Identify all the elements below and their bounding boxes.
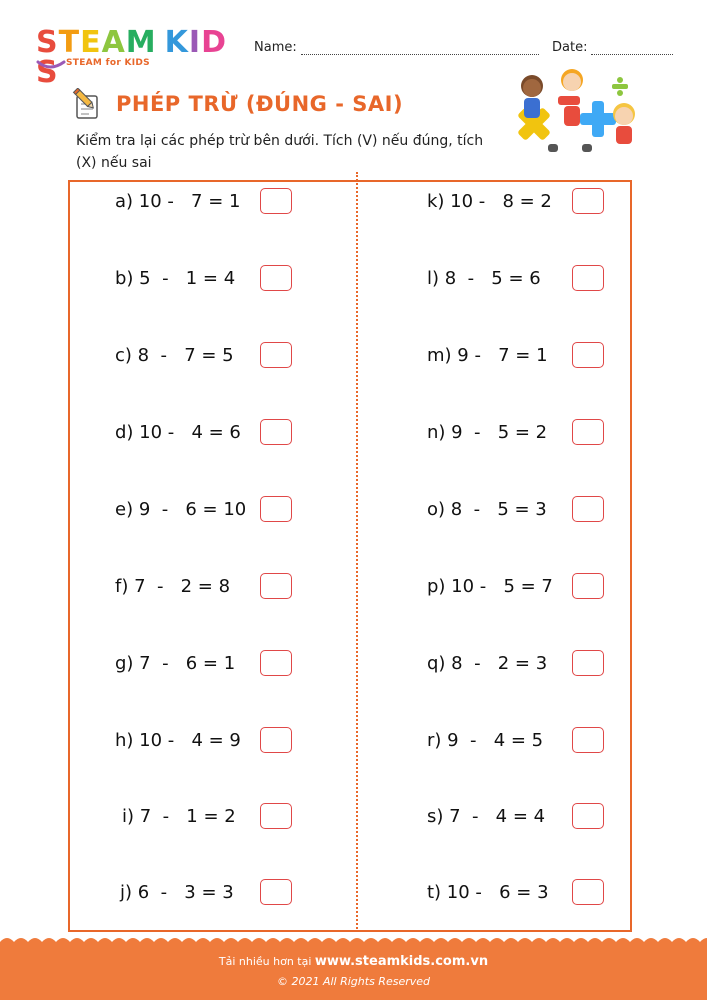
answer-box-a[interactable]	[260, 188, 292, 214]
problem-j: j) 6 - 3 = 3	[120, 882, 234, 903]
answer-box-k[interactable]	[572, 188, 604, 214]
date-field[interactable]	[552, 40, 673, 55]
answer-box-d[interactable]	[260, 419, 292, 445]
problem-t: t) 10 - 6 = 3	[427, 882, 549, 903]
answer-box-b[interactable]	[260, 265, 292, 291]
problem-r: r) 9 - 4 = 5	[427, 730, 544, 751]
answer-box-c[interactable]	[260, 342, 292, 368]
answer-box-o[interactable]	[572, 496, 604, 522]
name-label: Name:	[254, 40, 297, 55]
problem-l: l) 8 - 5 = 6	[427, 268, 541, 289]
problem-k: k) 10 - 8 = 2	[427, 191, 552, 212]
answer-box-f[interactable]	[260, 573, 292, 599]
footer-copyright: © 2021 All Rights Reserved	[276, 975, 430, 988]
worksheet-title: PHÉP TRỪ (ĐÚNG - SAI)	[116, 92, 404, 116]
answer-box-e[interactable]	[260, 496, 292, 522]
kids-math-illustration	[512, 66, 642, 156]
footer-download-text	[0, 954, 707, 969]
answer-box-j[interactable]	[260, 879, 292, 905]
instructions: Kiểm tra lại các phép trừ bên dưới. Tích (V) nếu đúng, tích (X) nếu sai	[76, 133, 484, 171]
steamkids-logo	[36, 25, 236, 90]
answer-box-q[interactable]	[572, 650, 604, 676]
answer-box-r[interactable]	[572, 727, 604, 753]
footer-site-link[interactable]: www.steamkids.com.vn	[314, 954, 489, 969]
logo-tagline: STEAM for KIDS	[66, 58, 150, 68]
problem-b: b) 5 - 1 = 4	[115, 268, 236, 289]
name-field[interactable]	[254, 40, 539, 55]
problem-e: e) 9 - 6 = 10	[115, 499, 247, 520]
logo-wordmark: STEAM KIDS	[36, 25, 227, 90]
answer-box-i[interactable]	[260, 803, 292, 829]
answer-box-s[interactable]	[572, 803, 604, 829]
footer-bar	[0, 942, 707, 1000]
swoosh-icon	[36, 58, 66, 72]
answer-box-n[interactable]	[572, 419, 604, 445]
column-divider	[356, 172, 358, 932]
answer-box-l[interactable]	[572, 265, 604, 291]
answer-box-t[interactable]	[572, 879, 604, 905]
problem-i: i) 7 - 1 = 2	[122, 806, 236, 827]
answer-box-p[interactable]	[572, 573, 604, 599]
problem-q: q) 8 - 2 = 3	[427, 653, 548, 674]
problem-n: n) 9 - 5 = 2	[427, 422, 548, 443]
answer-box-g[interactable]	[260, 650, 292, 676]
pencil-paper-icon	[70, 88, 104, 122]
problem-a: a) 10 - 7 = 1	[115, 191, 241, 212]
problem-m: m) 9 - 7 = 1	[427, 345, 548, 366]
name-line[interactable]	[301, 42, 539, 55]
problem-p: p) 10 - 5 = 7	[427, 576, 553, 597]
answer-box-m[interactable]	[572, 342, 604, 368]
date-label: Date:	[552, 40, 588, 55]
problem-d: d) 10 - 4 = 6	[115, 422, 241, 443]
problem-h: h) 10 - 4 = 9	[115, 730, 241, 751]
problem-c: c) 8 - 7 = 5	[115, 345, 234, 366]
footer-prefix: Tải nhiều hơn tại	[218, 955, 315, 968]
problem-s: s) 7 - 4 = 4	[427, 806, 546, 827]
answer-box-h[interactable]	[260, 727, 292, 753]
date-line[interactable]	[591, 42, 673, 55]
problem-o: o) 8 - 5 = 3	[427, 499, 547, 520]
problem-g: g) 7 - 6 = 1	[115, 653, 236, 674]
problem-f: f) 7 - 2 = 8	[115, 576, 231, 597]
